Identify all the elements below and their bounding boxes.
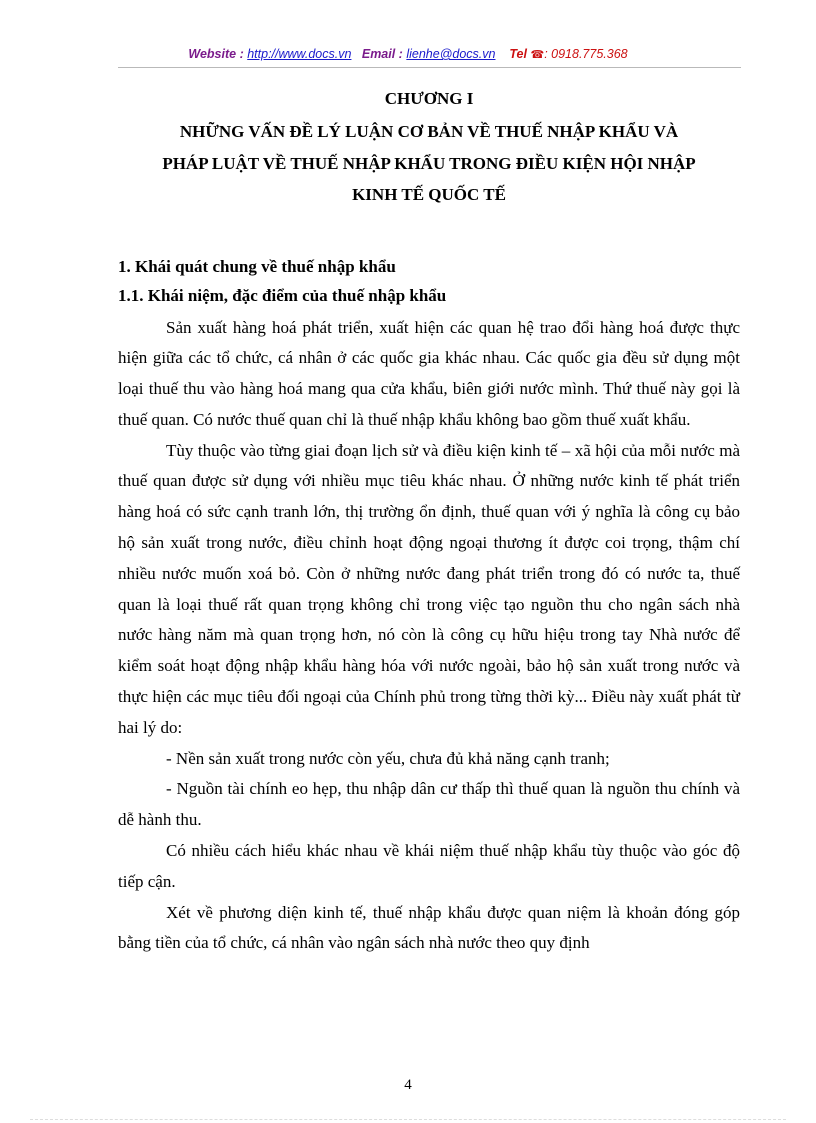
page-header: [0, 47, 816, 61]
section-heading-1-1: 1.1. Khái niệm, đặc điểm của thuế nhập khẩu: [118, 285, 447, 305]
chapter-title-line: NHỮNG VẤN ĐỀ LÝ LUẬN CƠ BẢN VỀ THUẾ NHẬP KHẨU VÀ: [179, 122, 679, 141]
section-heading-1: 1. Khái quát chung về thuế nhập khẩu: [118, 256, 396, 276]
telephone-icon: ☎: [530, 49, 545, 61]
paragraph: Có nhiều cách hiểu khác nhau về khái niệm thuế nhập khẩu tùy thuộc vào góc độ tiếp cận.: [118, 841, 740, 891]
header-divider: [118, 67, 741, 68]
page-number: 4: [404, 1077, 412, 1093]
email-label: Email :: [361, 47, 403, 61]
website-link[interactable]: http://www.docs.vn: [247, 47, 352, 61]
email-link[interactable]: lienhe@docs.vn: [406, 47, 496, 61]
chapter-label: CHƯƠNG I: [384, 89, 474, 108]
tel-value: : 0918.775.368: [544, 47, 628, 61]
paragraph: Sản xuất hàng hoá phát triển, xuất hiện các quan hệ trao đổi hàng hoá được thực hiện giữa các tổ chức, cá nhân ở các quốc gia khác nhau. Các quốc gia đều sử dụng một loại thuế thu vào hàng hoá mang qua cửa khẩu, biên giới nước mình. Thứ thuế này gọi là thuế quan. Có nước thuế quan chỉ là thuế nhập khẩu không bao gồm thuế xuất khẩu.: [118, 317, 740, 429]
website-label: Website :: [188, 47, 244, 61]
chapter-title-line: KINH TẾ QUỐC TẾ: [352, 185, 506, 204]
paragraph: Tùy thuộc vào từng giai đoạn lịch sử và điều kiện kinh tế – xã hội của mỗi nước mà thuế quan được sử dụng với nhiều mục tiêu khác nhau. Ở những nước kinh tế phát triển hàng hoá có sức cạnh tranh lớn, thị trường ổn định, thuế quan với ý nghĩa là công cụ bảo hộ sản xuất trong nước, điều chỉnh hoạt động ngoại thương ít được coi trọng, thậm chí nhiều nước muốn xoá bỏ. Còn ở những nước đang phát triển trong đó có nước ta, thuế quan là loại thuế rất quan trọng không chỉ trong việc tạo nguồn thu cho ngân sách nhà nước hàng năm mà quan trọng hơn, nó còn là công cụ hữu hiệu trong tay Nhà nước để kiểm soát hoạt động nhập khẩu hàng hóa với nước ngoài, bảo hộ sản xuất trong nước và thực hiện các mục tiêu đối ngoại của Chính phủ trong từng thời kỳ... Điều này xuất phát từ hai lý do:: [118, 440, 740, 737]
bullet-paragraph: - Nền sản xuất trong nước còn yếu, chưa đủ khả năng cạnh tranh;: [166, 748, 610, 768]
paragraph: Xét về phương diện kinh tế, thuế nhập khẩu được quan niệm là khoản đóng góp bằng tiền của tổ chức, cá nhân vào ngân sách nhà nước theo quy định: [118, 902, 740, 953]
bullet-paragraph: - Nguồn tài chính eo hẹp, thu nhập dân cư thấp thì thuế quan là nguồn thu chính và dễ hành thu.: [118, 779, 740, 830]
tel-label: Tel: [509, 47, 527, 61]
page-bottom-divider: [30, 1119, 786, 1120]
document-body: [118, 85, 740, 959]
chapter-title: [118, 116, 740, 211]
tel-block: [509, 47, 627, 61]
chapter-title-line: PHÁP LUẬT VỀ THUẾ NHẬP KHẨU TRONG ĐIỀU KIỆN HỘI NHẬP: [162, 153, 696, 173]
